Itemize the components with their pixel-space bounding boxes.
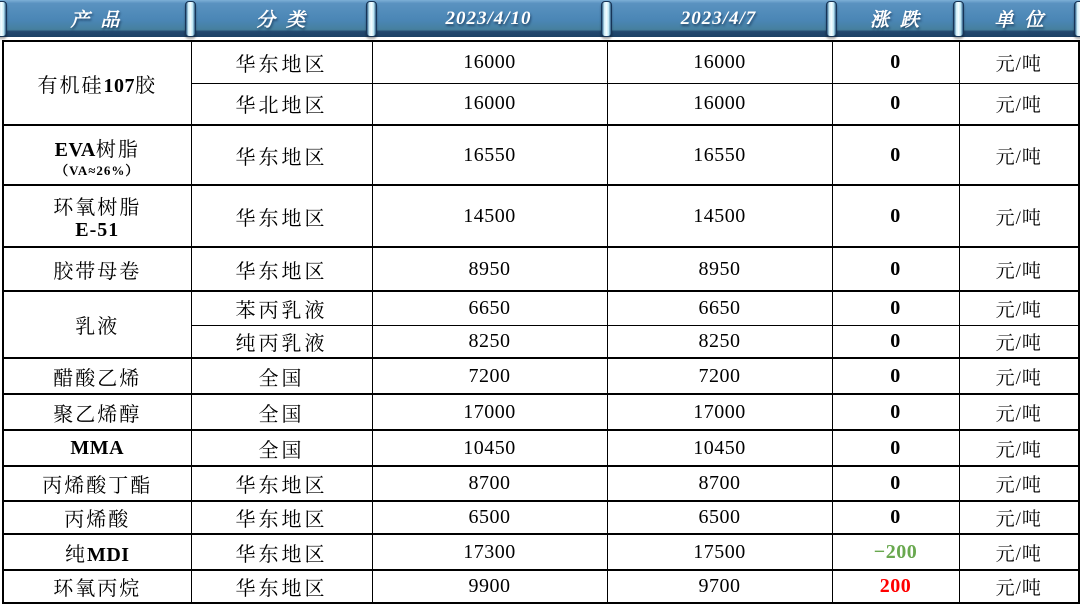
header-label-date-current: 2023/4/10 xyxy=(445,7,532,29)
product-name: 纯MDI xyxy=(64,543,130,566)
price-previous-cell: 8250 xyxy=(607,325,832,358)
product-cell xyxy=(3,291,191,358)
price-previous-cell: 17000 xyxy=(607,394,832,430)
category-cell: 全国 xyxy=(191,358,372,394)
unit-cell: 元/吨 xyxy=(959,41,1079,83)
category-cell: 全国 xyxy=(191,394,372,430)
product-cell xyxy=(3,430,191,466)
unit-cell: 元/吨 xyxy=(959,247,1079,291)
price-current-cell: 8250 xyxy=(372,325,607,358)
unit-cell: 元/吨 xyxy=(959,430,1079,466)
unit-cell: 元/吨 xyxy=(959,291,1079,325)
price-previous-cell: 6650 xyxy=(607,291,832,325)
product-cell xyxy=(3,185,191,247)
product-name: 丙烯酸 xyxy=(64,509,131,531)
table-row xyxy=(3,185,1079,247)
header-cell-date-current xyxy=(371,0,606,37)
unit-cell: 元/吨 xyxy=(959,125,1079,185)
header-cell-category xyxy=(190,0,371,37)
product-name: 胶带母卷 xyxy=(53,260,142,283)
table-row xyxy=(3,501,1079,534)
table-row xyxy=(3,358,1079,394)
price-table-body xyxy=(3,41,1079,603)
product-name: MMA xyxy=(70,436,125,459)
product-name: 环氧丙烷 xyxy=(53,578,142,600)
unit-cell: 元/吨 xyxy=(959,358,1079,394)
unit-cell: 元/吨 xyxy=(959,534,1079,570)
price-previous-cell: 8950 xyxy=(607,247,832,291)
change-cell: 0 xyxy=(832,325,959,358)
product-name: EVA树脂 xyxy=(54,138,140,161)
category-cell: 华东地区 xyxy=(191,534,372,570)
price-previous-cell: 6500 xyxy=(607,501,832,534)
change-cell: 0 xyxy=(832,185,959,247)
product-subname: E-51 xyxy=(75,219,120,241)
price-current-cell: 10450 xyxy=(372,430,607,466)
price-current-cell: 6500 xyxy=(372,501,607,534)
category-cell: 纯丙乳液 xyxy=(191,325,372,358)
change-cell: 0 xyxy=(832,247,959,291)
change-cell: −200 xyxy=(832,534,959,570)
unit-cell: 元/吨 xyxy=(959,570,1079,603)
table-row xyxy=(3,247,1079,291)
category-cell: 华东地区 xyxy=(191,466,372,501)
unit-cell: 元/吨 xyxy=(959,325,1079,358)
product-cell xyxy=(3,394,191,430)
product-cell xyxy=(3,41,191,125)
table-row xyxy=(3,430,1079,466)
change-cell: 0 xyxy=(832,358,959,394)
header-label-date-previous: 2023/4/7 xyxy=(680,7,757,29)
unit-cell: 元/吨 xyxy=(959,394,1079,430)
change-cell: 0 xyxy=(832,125,959,185)
product-cell xyxy=(3,501,191,534)
table-row xyxy=(3,534,1079,570)
product-cell xyxy=(3,466,191,501)
product-cell xyxy=(3,247,191,291)
table-row xyxy=(3,125,1079,185)
header-cell-change xyxy=(831,0,958,37)
price-current-cell: 7200 xyxy=(372,358,607,394)
header-cell-date-previous xyxy=(606,0,831,37)
header-label-unit: 单位 xyxy=(994,10,1055,31)
price-current-cell: 16550 xyxy=(372,125,607,185)
product-cell xyxy=(3,125,191,185)
change-cell: 0 xyxy=(832,83,959,125)
price-previous-cell: 16000 xyxy=(607,41,832,83)
unit-cell: 元/吨 xyxy=(959,185,1079,247)
header-label-category: 分类 xyxy=(255,10,316,31)
product-name: 环氧树脂 xyxy=(53,197,142,219)
price-current-cell: 17000 xyxy=(372,394,607,430)
table-row xyxy=(3,394,1079,430)
category-cell: 华东地区 xyxy=(191,41,372,83)
change-cell: 0 xyxy=(832,430,959,466)
category-cell: 华东地区 xyxy=(191,247,372,291)
unit-cell: 元/吨 xyxy=(959,83,1079,125)
price-previous-cell: 16000 xyxy=(607,83,832,125)
price-previous-cell: 9700 xyxy=(607,570,832,603)
header-cell-unit xyxy=(958,0,1080,37)
price-current-cell: 16000 xyxy=(372,41,607,83)
table-row xyxy=(3,466,1079,501)
change-cell: 0 xyxy=(832,466,959,501)
product-cell xyxy=(3,534,191,570)
category-cell: 华东地区 xyxy=(191,185,372,247)
price-current-cell: 17300 xyxy=(372,534,607,570)
price-previous-cell: 14500 xyxy=(607,185,832,247)
product-name: 醋酸乙烯 xyxy=(53,367,142,390)
price-current-cell: 8950 xyxy=(372,247,607,291)
table-row xyxy=(3,570,1079,603)
change-cell: 0 xyxy=(832,41,959,83)
price-current-cell: 16000 xyxy=(372,83,607,125)
category-cell: 华北地区 xyxy=(191,83,372,125)
price-table xyxy=(2,40,1080,604)
price-previous-cell: 7200 xyxy=(607,358,832,394)
product-name: 乳液 xyxy=(75,316,120,338)
category-cell: 华东地区 xyxy=(191,125,372,185)
change-cell: 0 xyxy=(832,501,959,534)
price-previous-cell: 16550 xyxy=(607,125,832,185)
product-subname: （VA≈26%） xyxy=(55,162,140,178)
price-current-cell: 8700 xyxy=(372,466,607,501)
category-cell: 苯丙乳液 xyxy=(191,291,372,325)
table-row xyxy=(3,291,1079,325)
unit-cell: 元/吨 xyxy=(959,466,1079,501)
price-previous-cell: 8700 xyxy=(607,466,832,501)
table-header-row xyxy=(0,0,1080,37)
change-cell: 0 xyxy=(832,394,959,430)
price-current-cell: 9900 xyxy=(372,570,607,603)
price-current-cell: 14500 xyxy=(372,185,607,247)
product-cell xyxy=(3,358,191,394)
price-previous-cell: 17500 xyxy=(607,534,832,570)
product-name: 聚乙烯醇 xyxy=(53,403,142,426)
price-current-cell: 6650 xyxy=(372,291,607,325)
product-cell xyxy=(3,570,191,603)
change-cell: 0 xyxy=(832,291,959,325)
product-name: 有机硅107胶 xyxy=(37,74,157,97)
header-label-product: 产品 xyxy=(70,10,131,31)
price-previous-cell: 10450 xyxy=(607,430,832,466)
category-cell: 华东地区 xyxy=(191,570,372,603)
header-label-change: 涨跌 xyxy=(869,10,930,31)
category-cell: 全国 xyxy=(191,430,372,466)
unit-cell: 元/吨 xyxy=(959,501,1079,534)
table-row xyxy=(3,41,1079,83)
change-cell: 200 xyxy=(832,570,959,603)
product-name: 丙烯酸丁酯 xyxy=(42,475,153,497)
category-cell: 华东地区 xyxy=(191,501,372,534)
header-cell-product xyxy=(0,0,190,37)
